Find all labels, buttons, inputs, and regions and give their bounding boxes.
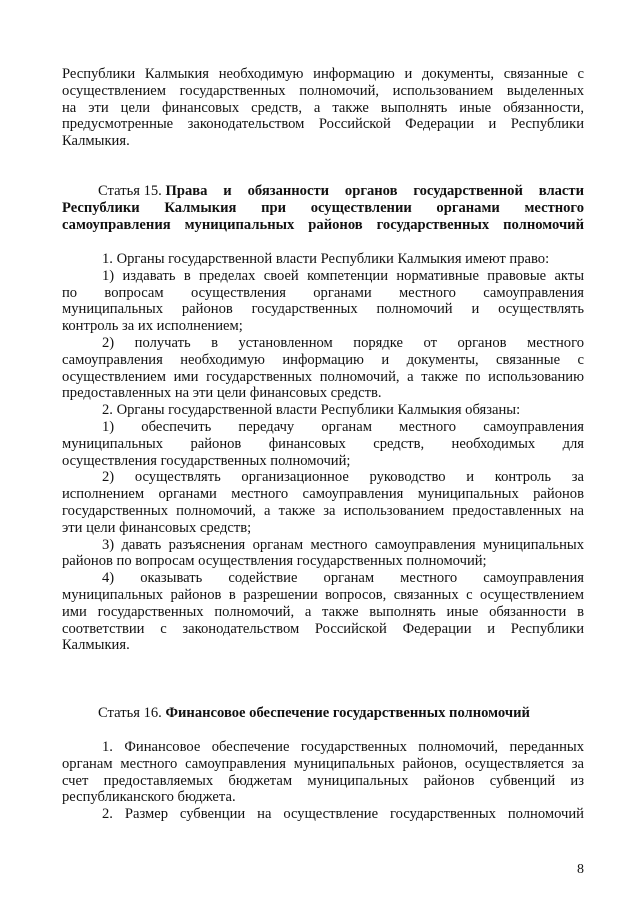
text-line: соответствии с законодательством Российской Федерации и Республики <box>62 620 584 637</box>
article-15-prefix: Статья 15. <box>98 183 166 199</box>
text-line: ими государственных полномочий, а также выполнять иные обязанности в <box>62 603 584 620</box>
text-line: предоставленных на эти цели финансовых средств. <box>62 385 382 402</box>
text-line: счет предоставляемых бюджетам муниципальных районов субвенций из <box>62 772 584 789</box>
article-15-heading <box>62 183 584 233</box>
article-15-title-first-line <box>62 183 584 200</box>
text-line: самоуправления необходимую информацию и документы, связанные с <box>62 351 584 368</box>
text-line: контроль за их исполнением; <box>62 318 243 335</box>
text-line: на эти цели финансовых средств, а также выполнять иные обязанности, <box>62 99 584 116</box>
text-line: районов по вопросам осуществления государственных полномочий; <box>62 553 487 570</box>
article-16-prefix: Статья 16. <box>98 705 166 721</box>
page-number: 8 <box>577 862 584 877</box>
article-15-title-line: самоуправления муниципальных районов государственных полномочий <box>62 216 584 233</box>
text-line: 1. Органы государственной власти Республики Калмыкия имеют право: <box>102 251 550 267</box>
text-line: 4) оказывать содействие органам местного самоуправления <box>102 570 584 587</box>
text-line: 2) получать в установленном порядке от органов местного <box>102 334 584 351</box>
text-line: 1) обеспечить передачу органам местного самоуправления <box>102 418 584 435</box>
text-line: органам местного самоуправления муниципальных районов, осуществляется за <box>62 755 584 772</box>
text-line: 1) издавать в пределах своей компетенции нормативные правовые акты <box>102 267 584 284</box>
text-line: Калмыкия. <box>62 637 130 654</box>
text-line: муниципальных районов в разрешении вопросов, связанных с осуществлением <box>62 586 584 603</box>
text-line: муниципальных районов финансовых средств, необходимых для <box>62 435 584 452</box>
text-line: по вопросам осуществления органами местного самоуправления <box>62 284 584 301</box>
intro-paragraph <box>62 66 584 150</box>
text-line: муниципальных районов государственных полномочий и осуществлять <box>62 301 584 318</box>
text-line: предусмотренные законодательством Российской Федерации и Республики <box>62 116 584 133</box>
article-15-title-line: Республики Калмыкия при осуществлении органами местного <box>62 199 584 216</box>
article-16-title-line <box>62 705 584 722</box>
article-16-title: Финансовое обеспечение государственных полномочий <box>165 705 530 721</box>
text-line: эти цели финансовых средств; <box>62 519 252 536</box>
text-line: 1. Финансовое обеспечение государственных полномочий, переданных <box>102 739 584 755</box>
text-line: 3) давать разъяснения органам местного самоуправления муниципальных <box>102 536 584 553</box>
text-line: осуществлением ими государственных полномочий, а также по использованию <box>62 368 584 385</box>
text-line: осуществлением государственных полномочий, использованием выделенных <box>62 82 584 99</box>
text-line: 2. Органы государственной власти Республики Калмыкия обязаны: <box>102 402 521 419</box>
article-16-body <box>62 739 584 823</box>
text-line: 2. Размер субвенции на осуществление государственных полномочий <box>102 806 584 823</box>
article-16-heading <box>62 705 584 722</box>
article-15-title: Права и обязанности органов государственной власти <box>165 183 584 199</box>
text-line: Калмыкия. <box>62 133 130 150</box>
text-line: осуществления государственных полномочий; <box>62 452 351 469</box>
text-line: республиканского бюджета. <box>62 789 236 806</box>
text-line: исполнением органами местного самоуправления муниципальных районов <box>62 486 584 503</box>
text-line: Республики Калмыкия необходимую информацию и документы, связанные с <box>62 66 584 82</box>
text-line: государственных полномочий, а также за использованием предоставленных на <box>62 502 584 519</box>
article-15-body <box>62 251 584 654</box>
text-line: 2) осуществлять организационное руководство и контроль за <box>102 469 584 486</box>
